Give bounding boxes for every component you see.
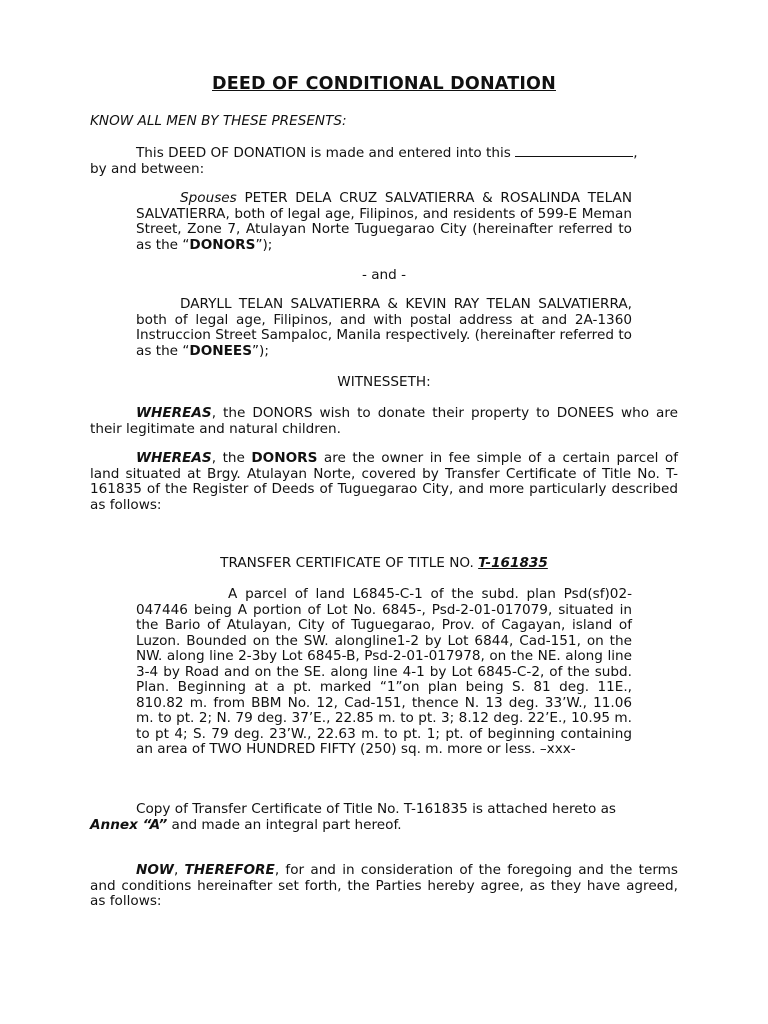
- whereas-2-lead: WHEREAS: [136, 450, 212, 466]
- therefore-lead: THEREFORE: [184, 862, 275, 878]
- annex-label: Annex “A”: [90, 816, 168, 833]
- know-all-men-heading: [90, 114, 347, 130]
- donors-label: DONORS: [189, 236, 256, 253]
- now-lead: NOW: [136, 862, 174, 878]
- donees-end: ”);: [252, 342, 269, 359]
- date-blank-line: [515, 145, 633, 157]
- donees-label: DONEES: [189, 342, 252, 359]
- whereas-1-text: , the DONORS wish to donate their property to DONEES who are their legitimate and natural children.: [90, 405, 678, 437]
- donees-names: DARYLL TELAN SALVATIERRA & KEVIN RAY TELAN SALVATIERRA: [180, 296, 628, 312]
- tct-heading: [0, 556, 768, 572]
- donors-paragraph: [136, 191, 632, 253]
- now-comma: ,: [173, 862, 185, 878]
- donors-names: PETER DELA CRUZ SALVATIERRA & ROSALINDA TELAN SALVATIERRA: [136, 190, 632, 222]
- document-title: DEED OF CONDITIONAL DONATION: [212, 74, 556, 94]
- and-separator: - and -: [361, 267, 407, 283]
- donors-details: , both of legal age, Filipinos, and residents of 599-E Meman Street, Zone 7, Atulayan Norte Tuguegarao City (hereinafter referred to as the “: [136, 205, 632, 253]
- intro-comma: ,: [633, 145, 638, 161]
- whereas-2-text: are the owner in fee simple of a certain parcel of land situated at Brgy. Atulayan Norte, covered by Transfer Certificate of Title No. T-161835 of the Register of Deeds of Tuguegarao City, and more particularly described as follows:: [90, 450, 678, 513]
- intro-text: This DEED OF DONATION is made and entered into this: [136, 145, 511, 161]
- annex-text-1: Copy of Transfer Certificate of Title No. T-161835 is attached hereto as: [136, 801, 616, 817]
- spouses-label: Spouses: [180, 190, 237, 206]
- land-description-text: A parcel of land L6845-C-1 of the subd. plan Psd(sf)02-047446 being A portion of Lot No. 6845-, Psd-2-01-017079, situated in the Bario of Atulayan, City of Tuguegarao, Prov. of Cagayan, island of Luzon. Bounded on the SW. alongline1-2 by Lot 6844, Cad-151, on the NW. along line 2-3by Lot 6845-B, Psd-2-01-017978, on the NE. along line 3-4 by Road and on the SE. along line 4-1 by Lot 6845-C-2, of the subd. Plan. Beginning at a pt. marked “1”on plan being S. 81 deg. 11E., 810.82 m. from BBM No. 12, Cad-151, thence N. 13 deg. 33’W., 11.06 m. to pt. 2; N. 79 deg. 37’E., 22.85 m. to pt. 3; 8.12 deg. 22’E., 10.95 m. to pt 4; S. 79 deg. 23’W., 22.63 m. to pt. 1; pt. of beginning containing an area of TWO HUNDRED FIFTY (250) sq. m. more or less. –xxx-: [136, 586, 632, 757]
- tct-heading-number: T-161835: [478, 555, 548, 571]
- witnesseth-heading: WITNESSETH:: [337, 374, 431, 390]
- whereas-1-lead: WHEREAS: [136, 405, 212, 421]
- intro-paragraph: [90, 145, 678, 177]
- whereas-2-donors: DONORS: [251, 450, 318, 466]
- whereas-paragraph-2: [90, 451, 678, 513]
- intro-line2: by and between:: [90, 160, 205, 177]
- whereas-paragraph-1: [90, 406, 678, 437]
- now-therefore-paragraph: [90, 863, 678, 910]
- tct-heading-text: TRANSFER CERTIFICATE OF TITLE NO.: [220, 555, 479, 571]
- donees-details: , both of legal age, Filipinos, and with postal address at and 2A-1360 Instruccion Street Sampaloc, Manila respectively. (hereinafter referred to as the “: [136, 296, 632, 359]
- now-therefore-text: , for and in consideration of the foregoing and the terms and conditions hereinafter set forth, the Parties hereby agree, as they have agreed, as follows:: [90, 862, 678, 909]
- donees-paragraph: [136, 297, 632, 359]
- annex-paragraph: [90, 802, 678, 833]
- know-all-men-text: KNOW ALL MEN BY THESE PRESENTS:: [90, 113, 347, 129]
- whereas-2-mid: , the: [211, 450, 252, 466]
- land-description: [136, 587, 632, 758]
- annex-text-2: and made an integral part hereof.: [167, 816, 402, 833]
- donors-end: ”);: [255, 236, 273, 253]
